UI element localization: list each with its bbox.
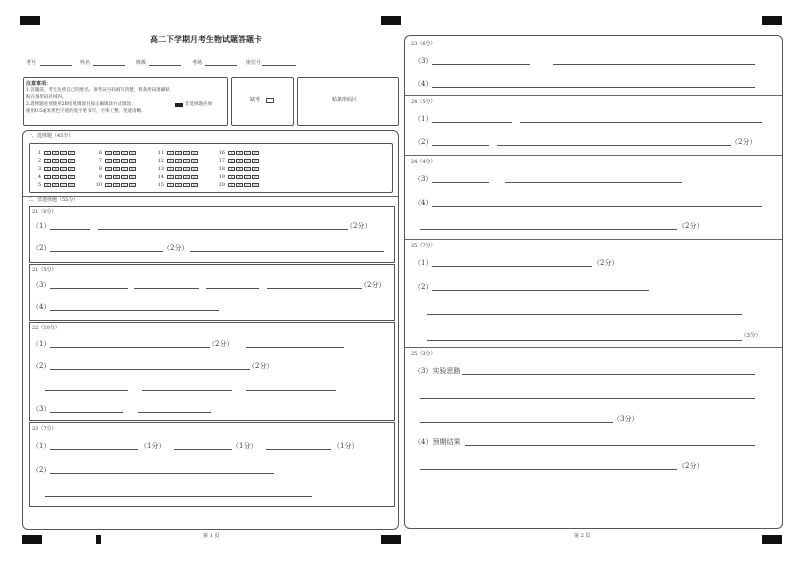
filled-example-mark <box>175 103 183 107</box>
field-room[interactable] <box>205 65 237 66</box>
choice-bubble[interactable]: A <box>228 151 235 155</box>
field-label-class: 班级 <box>136 60 147 66</box>
answer-line[interactable] <box>465 445 755 446</box>
answer-line[interactable] <box>432 145 489 146</box>
registration-mark <box>762 16 782 25</box>
notice-title: 注意事项： <box>26 81 52 87</box>
choice-question-number: 20 <box>218 182 225 188</box>
choice-question-number: 7 <box>98 158 102 164</box>
answer-line[interactable] <box>267 288 362 289</box>
field-class[interactable] <box>149 65 181 66</box>
choice-bubble[interactable]: A <box>167 183 174 187</box>
choice-bubble[interactable]: B <box>236 159 243 163</box>
answer-box-q21a <box>29 206 395 263</box>
choice-bubble[interactable]: D <box>129 175 136 179</box>
choice-question-row <box>216 166 260 172</box>
sub-label: （1） <box>32 442 51 450</box>
choice-question-number: 16 <box>218 150 225 156</box>
sub-label: （1） <box>414 115 433 123</box>
choice-bubble[interactable]: C <box>183 175 190 179</box>
sub-label: （3） <box>414 175 433 183</box>
choice-bubble[interactable]: C <box>60 175 67 179</box>
choice-bubble[interactable]: D <box>252 151 259 155</box>
choice-bubble[interactable]: C <box>244 159 251 163</box>
choice-bubble[interactable]: A <box>105 159 112 163</box>
choice-question-row <box>93 174 137 180</box>
absent-label: 缺考 <box>250 97 261 103</box>
answer-line[interactable] <box>432 122 512 123</box>
section-divider <box>405 155 782 156</box>
choice-bubble[interactable]: B <box>52 175 59 179</box>
choice-bubble[interactable]: A <box>44 175 51 179</box>
choice-question-number: 18 <box>218 166 225 172</box>
choice-bubble[interactable]: B <box>52 167 59 171</box>
answer-line[interactable] <box>174 449 232 450</box>
notice-line: 贴在条形码区域内。 <box>26 95 67 100</box>
sub-label: （4） <box>414 199 433 207</box>
question-head: 25（3分） <box>411 351 436 357</box>
choice-question-row <box>93 158 137 164</box>
choice-bubble[interactable]: C <box>60 151 67 155</box>
answer-line[interactable] <box>190 251 384 252</box>
choice-bubble[interactable]: C <box>244 167 251 171</box>
registration-mark <box>20 16 40 25</box>
choice-bubble[interactable]: C <box>121 167 128 171</box>
sub-label: （1） <box>32 340 51 348</box>
choice-question-row <box>93 166 137 172</box>
choice-bubble[interactable]: B <box>236 151 243 155</box>
sub-label: （3） <box>32 281 51 289</box>
choice-bubble[interactable]: D <box>68 183 75 187</box>
choice-bubble[interactable]: C <box>121 183 128 187</box>
answer-line[interactable] <box>45 496 312 497</box>
choice-bubble[interactable]: C <box>60 159 67 163</box>
score-label: （1分） <box>333 442 359 450</box>
choice-bubble[interactable]: A <box>167 175 174 179</box>
choice-bubble[interactable]: A <box>44 183 51 187</box>
choice-bubble[interactable]: C <box>60 183 67 187</box>
section-divider <box>23 196 398 197</box>
choice-bubble[interactable]: A <box>44 159 51 163</box>
answer-line[interactable] <box>420 469 677 470</box>
choice-question-row <box>32 174 76 180</box>
choice-bubble[interactable]: A <box>228 159 235 163</box>
choice-bubble[interactable]: B <box>175 151 182 155</box>
choice-bubble[interactable]: A <box>105 175 112 179</box>
choice-question-number: 8 <box>98 166 102 172</box>
choice-bubble[interactable]: A <box>167 159 174 163</box>
sub-label: （2） <box>32 244 51 252</box>
choice-question-number: 13 <box>157 166 164 172</box>
question-head: 24（4分） <box>411 159 436 165</box>
score-label: （2分） <box>731 138 757 146</box>
answer-box-q22 <box>29 322 395 421</box>
choice-question-row <box>216 182 260 188</box>
sub-label: （4） <box>414 80 433 88</box>
score-label: （3分） <box>741 333 761 339</box>
question-head: 23（7分） <box>32 426 57 432</box>
answer-line[interactable] <box>432 266 592 267</box>
choice-question-number: 3 <box>37 166 41 172</box>
choice-bubble[interactable]: D <box>68 151 75 155</box>
score-label: （2分） <box>248 362 274 370</box>
choice-bubble[interactable]: A <box>44 167 51 171</box>
choice-bubble[interactable]: B <box>52 183 59 187</box>
sub-label: （3） <box>414 57 433 65</box>
choice-question-row <box>155 150 199 156</box>
choice-bubble[interactable]: B <box>175 159 182 163</box>
choice-bubble[interactable]: C <box>121 175 128 179</box>
choice-question-row <box>155 174 199 180</box>
answer-line[interactable] <box>432 64 530 65</box>
registration-mark <box>381 16 401 25</box>
choice-bubble[interactable]: D <box>191 159 198 163</box>
choice-question-number: 4 <box>37 174 41 180</box>
page-footer: 第 1 页 <box>203 533 220 539</box>
choice-bubble[interactable]: C <box>183 151 190 155</box>
score-label: （1分） <box>232 442 258 450</box>
choice-bubble[interactable]: D <box>129 167 136 171</box>
sub-label: （1） <box>32 222 51 230</box>
choice-bubble[interactable]: D <box>252 167 259 171</box>
choice-bubble[interactable]: A <box>44 151 51 155</box>
choice-bubble[interactable]: C <box>60 167 67 171</box>
question-head: 21（6分） <box>32 209 57 215</box>
question-head: 21（5分） <box>32 267 57 273</box>
section-divider <box>405 239 782 240</box>
choice-bubble[interactable]: D <box>129 151 136 155</box>
section-divider <box>405 95 782 96</box>
answer-line[interactable] <box>50 412 123 413</box>
sub-label: （3）实验思路 <box>414 367 461 375</box>
choice-bubble[interactable]: A <box>167 151 174 155</box>
choice-bubble[interactable]: C <box>121 151 128 155</box>
choice-question-row <box>216 150 260 156</box>
choice-bubble[interactable]: D <box>68 175 75 179</box>
choice-question-row <box>93 150 137 156</box>
page-footer: 第 2 页 <box>574 533 591 539</box>
answer-line[interactable] <box>427 314 742 315</box>
registration-mark <box>22 535 42 544</box>
sub-label: （1） <box>414 259 433 267</box>
choice-bubble[interactable]: D <box>252 175 259 179</box>
section1-title: 一、选择题（45分） <box>27 133 74 139</box>
choice-bubble[interactable]: A <box>105 183 112 187</box>
field-label-name: 姓名 <box>80 60 91 66</box>
sub-label: （2） <box>32 466 51 474</box>
score-label: （2分） <box>208 340 234 348</box>
answer-line[interactable] <box>138 412 211 413</box>
answer-line[interactable] <box>206 288 259 289</box>
choice-bubble[interactable]: C <box>183 183 190 187</box>
score-label: （2分） <box>163 244 189 252</box>
choice-bubble[interactable]: B <box>52 159 59 163</box>
choice-question-number: 11 <box>157 150 164 156</box>
choice-bubble[interactable]: D <box>191 151 198 155</box>
choice-bubble[interactable]: C <box>183 167 190 171</box>
choice-bubble[interactable]: A <box>105 151 112 155</box>
choice-bubble[interactable]: B <box>236 175 243 179</box>
question-head: 23（6分） <box>411 41 436 47</box>
choice-bubble[interactable]: B <box>52 151 59 155</box>
sub-label: （2） <box>32 362 51 370</box>
answer-line[interactable] <box>505 182 682 183</box>
answer-line[interactable] <box>427 340 742 341</box>
answer-line[interactable] <box>462 374 755 375</box>
choice-bubble[interactable]: A <box>105 167 112 171</box>
notice-line: 使用0.5毫米黑色字迹的签字笔书写，字体工整、笔迹清晰。 <box>26 109 146 114</box>
choice-bubble[interactable]: A <box>228 167 235 171</box>
choice-bubble[interactable]: B <box>175 175 182 179</box>
choice-question-row <box>216 158 260 164</box>
field-label-exam-no: 考号 <box>26 60 37 66</box>
answer-line[interactable] <box>246 390 336 391</box>
choice-question-row <box>155 166 199 172</box>
notice-line: 1.答题前，考生先将自己的姓名、准考证号码填写清楚，将条形码准确粘 <box>26 88 170 93</box>
choice-bubble[interactable]: A <box>167 167 174 171</box>
choice-question-number: 17 <box>218 158 225 164</box>
choice-question-row <box>32 150 76 156</box>
answer-line[interactable] <box>50 473 274 474</box>
choice-bubble[interactable]: C <box>121 159 128 163</box>
field-seat[interactable] <box>262 65 296 66</box>
answer-line[interactable] <box>497 145 731 146</box>
choice-bubble[interactable]: B <box>236 183 243 187</box>
answer-line[interactable] <box>142 390 232 391</box>
choice-bubble[interactable]: D <box>191 167 198 171</box>
choice-bubble[interactable]: C <box>244 151 251 155</box>
score-label: （3分） <box>613 415 639 423</box>
choice-bubble[interactable]: D <box>129 183 136 187</box>
answer-line[interactable] <box>50 288 128 289</box>
field-label-room: 考场 <box>192 60 203 66</box>
choice-question-number: 15 <box>157 182 164 188</box>
field-label-seat: 座位号 <box>246 60 262 66</box>
answer-box-q23 <box>29 422 395 507</box>
registration-mark <box>96 535 101 544</box>
choice-bubble[interactable]: D <box>129 159 136 163</box>
answer-box-q21b <box>29 264 395 321</box>
choice-question-number: 9 <box>98 174 102 180</box>
notice-line-tail: 非选择题必须 <box>185 102 212 107</box>
score-label: （2分） <box>678 222 704 230</box>
answer-line[interactable] <box>432 182 489 183</box>
choice-bubble[interactable]: C <box>244 175 251 179</box>
answer-line[interactable] <box>520 122 762 123</box>
question-head: 24（5分） <box>411 99 436 105</box>
score-label: （1分） <box>140 442 166 450</box>
choice-bubble[interactable]: D <box>252 183 259 187</box>
choice-question-row <box>32 158 76 164</box>
choice-question-number: 5 <box>37 182 41 188</box>
choice-bubble[interactable]: D <box>252 159 259 163</box>
answer-line[interactable] <box>432 206 762 207</box>
choice-question-row <box>155 182 199 188</box>
answer-line[interactable] <box>50 229 90 230</box>
question-head: 22（10分） <box>32 325 60 331</box>
choice-bubble[interactable]: C <box>244 183 251 187</box>
answer-line[interactable] <box>420 398 755 399</box>
answer-line[interactable] <box>553 64 755 65</box>
choice-bubble[interactable]: B <box>175 183 182 187</box>
choice-question-number: 19 <box>218 174 225 180</box>
score-label: （2分） <box>678 462 704 470</box>
absent-box <box>231 77 294 126</box>
answer-line[interactable] <box>420 229 677 230</box>
registration-mark <box>381 535 401 544</box>
choice-bubble[interactable]: A <box>228 183 235 187</box>
notice-line: 2.选择题必须使用2B铅笔填涂且按正确填涂方式填涂； <box>26 102 136 107</box>
sub-label: （3） <box>32 405 51 413</box>
answer-line[interactable] <box>50 449 138 450</box>
answer-line[interactable] <box>432 290 649 291</box>
answer-line[interactable] <box>134 288 199 289</box>
answer-line[interactable] <box>50 369 250 370</box>
choice-bubble[interactable]: B <box>113 175 120 179</box>
section2-title: 二、非选择题（55分） <box>27 197 79 203</box>
choice-bubble[interactable]: B <box>113 151 120 155</box>
sub-label: （2） <box>414 138 433 146</box>
answer-line[interactable] <box>50 347 210 348</box>
choice-bubble[interactable]: B <box>236 167 243 171</box>
choice-bubble[interactable]: D <box>68 167 75 171</box>
choice-bubble[interactable]: D <box>68 159 75 163</box>
absent-checkbox[interactable] <box>266 98 274 103</box>
answer-line[interactable] <box>246 347 344 348</box>
registration-mark <box>762 535 782 544</box>
score-label: （2分） <box>360 281 386 289</box>
choice-question-number: 2 <box>37 158 41 164</box>
choice-question-row <box>32 166 76 172</box>
choice-question-number: 10 <box>95 182 102 188</box>
answer-line[interactable] <box>45 390 128 391</box>
sub-label: （2） <box>414 283 433 291</box>
barcode-label: 贴条形码区 <box>332 97 358 103</box>
choice-bubble[interactable]: B <box>175 167 182 171</box>
answer-frame-page2 <box>404 35 783 529</box>
choice-question-row <box>216 174 260 180</box>
sub-label: （4）预期结果 <box>414 438 461 446</box>
choice-bubble[interactable]: D <box>191 175 198 179</box>
choice-question-number: 6 <box>98 150 102 156</box>
choice-question-row <box>32 182 76 188</box>
section-divider <box>405 347 782 348</box>
answer-line[interactable] <box>50 251 163 252</box>
choice-question-row <box>93 182 137 188</box>
answer-line[interactable] <box>266 449 331 450</box>
field-exam-no[interactable] <box>40 65 72 66</box>
choice-question-number: 1 <box>37 150 41 156</box>
choice-question-number: 14 <box>157 174 164 180</box>
answer-line[interactable] <box>98 229 348 230</box>
answer-line[interactable] <box>432 87 755 88</box>
sub-label: （4） <box>32 303 51 311</box>
choice-bubble[interactable]: B <box>113 183 120 187</box>
answer-line[interactable] <box>50 310 219 311</box>
choice-bubble[interactable]: B <box>113 167 120 171</box>
choice-grid-box <box>29 143 393 193</box>
field-name[interactable] <box>93 65 125 66</box>
choice-bubble[interactable]: B <box>113 159 120 163</box>
choice-question-number: 12 <box>157 158 164 164</box>
page-title: 高二下学期月考生物试题答题卡 <box>150 34 262 44</box>
choice-bubble[interactable]: D <box>191 183 198 187</box>
score-label: （2分） <box>593 259 619 267</box>
choice-question-row <box>155 158 199 164</box>
choice-bubble[interactable]: A <box>228 175 235 179</box>
answer-line[interactable] <box>420 422 613 423</box>
score-label: （2分） <box>346 222 372 230</box>
question-head: 25（7分） <box>411 243 436 249</box>
choice-bubble[interactable]: C <box>183 159 190 163</box>
